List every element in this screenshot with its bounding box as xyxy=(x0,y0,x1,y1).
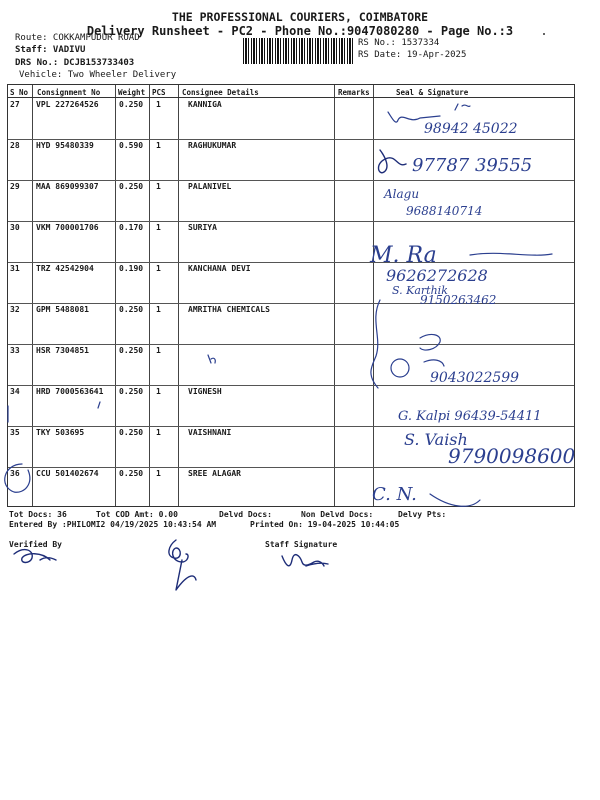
table-row xyxy=(8,139,574,180)
handwritten-name-34: G. Kalpi 96439-54411 xyxy=(398,409,542,424)
table-row xyxy=(8,426,574,467)
cell-consignment: MAA 869099307 xyxy=(36,182,99,191)
cell-sno: 30 xyxy=(10,223,20,232)
total-docs: Tot Docs: 36 xyxy=(9,510,67,519)
col-header-sno: S No xyxy=(10,88,29,97)
cell-sno: 28 xyxy=(10,141,20,150)
cell-consignee: SREE ALAGAR xyxy=(188,469,241,478)
cell-pcs: 1 xyxy=(156,223,161,232)
cell-consignment: TRZ 42542904 xyxy=(36,264,94,273)
cell-pcs: 1 xyxy=(156,141,161,150)
staff-signature xyxy=(282,555,328,566)
handwritten-name-31: S. Karthik xyxy=(392,284,448,297)
cell-sno: 35 xyxy=(10,428,20,437)
barcode xyxy=(243,38,353,64)
printed-on: Printed On: 19-04-2025 10:44:05 xyxy=(250,520,400,529)
table-row xyxy=(8,180,574,221)
rs-number: RS No.: 1537334 xyxy=(358,38,440,48)
non-delivered-docs: Non Delvd Docs: xyxy=(301,510,374,519)
col-header-signature: Seal & Signature xyxy=(396,88,469,97)
cell-weight: 0.250 xyxy=(119,305,144,314)
cell-weight: 0.250 xyxy=(119,387,144,396)
staff-label: Staff: VADIVU xyxy=(15,45,86,55)
col-header-remarks: Remarks xyxy=(338,88,370,97)
cell-pcs: 1 xyxy=(156,182,161,191)
route-label: Route: COKKAMPUDUR ROAD xyxy=(15,33,140,43)
handwritten-phone-27: 98942 45022 xyxy=(424,121,518,137)
col-header-consignee: Consignee Details xyxy=(182,88,259,97)
table-row xyxy=(8,98,574,139)
verifier-signature xyxy=(169,540,196,590)
handwritten-phone-28: 97787 39555 xyxy=(412,155,533,176)
delivered-docs: Delvd Docs: xyxy=(219,510,272,519)
cell-sno: 36 xyxy=(10,469,20,478)
cell-consignment: GPM 5488081 xyxy=(36,305,89,314)
col-header-pcs: PCS xyxy=(152,88,166,97)
cell-pcs: 1 xyxy=(156,264,161,273)
cell-sno: 31 xyxy=(10,264,20,273)
runsheet-title: Delivery Runsheet - PC2 - Phone No.:9047080280 - Page No.:3 xyxy=(86,24,514,38)
cell-consignee: VAISHNANI xyxy=(188,428,232,437)
cell-consignment: VPL 227264526 xyxy=(36,100,99,109)
handwritten-signature-36: C. N. xyxy=(372,484,417,505)
col-header-consignment: Consignment No xyxy=(37,88,101,97)
table-row xyxy=(8,221,574,262)
cell-pcs: 1 xyxy=(156,100,161,109)
handwritten-phone-31: 9626272628 xyxy=(386,266,488,285)
delivery-points: Delvy Pts: xyxy=(398,510,447,519)
handwritten-phone-33: 9043022599 xyxy=(430,370,520,386)
cell-consignee: SURIYA xyxy=(188,223,217,232)
cod-amount: Tot COD Amt: 0.00 xyxy=(96,510,178,519)
cell-weight: 0.590 xyxy=(119,141,144,150)
cell-weight: 0.170 xyxy=(119,223,144,232)
handwritten-phone-35: 9790098600 xyxy=(448,444,576,468)
cell-pcs: 1 xyxy=(156,428,161,437)
cell-sno: 33 xyxy=(10,346,20,355)
cell-sno: 34 xyxy=(10,387,20,396)
cell-consignment: HRD 7000563641 xyxy=(36,387,104,396)
company-title: THE PROFESSIONAL COURIERS, COIMBATORE xyxy=(171,10,429,24)
cell-consignee: RAGHUKUMAR xyxy=(188,141,237,150)
cell-consignee: PALANIVEL xyxy=(188,182,232,191)
rs-date: RS Date: 19-Apr-2025 xyxy=(358,50,467,60)
cell-weight: 0.250 xyxy=(119,346,144,355)
cell-weight: 0.190 xyxy=(119,264,144,273)
col-header-weight: Weight xyxy=(118,88,146,97)
entered-by: Entered By :PHILOMI2 04/19/2025 10:43:54 AM xyxy=(9,520,217,529)
staff-signature-label: Staff Signature xyxy=(265,540,338,549)
cell-consignee: VIGNESH xyxy=(188,387,222,396)
cell-pcs: 1 xyxy=(156,305,161,314)
verified-by-label: Verified By xyxy=(9,540,62,549)
scan-dot xyxy=(543,33,545,35)
cell-consignee: AMRITHA CHEMICALS xyxy=(188,305,270,314)
handwritten-phone-29: 9688140714 xyxy=(406,204,483,218)
cell-consignment: CCU 501402674 xyxy=(36,469,99,478)
cell-weight: 0.250 xyxy=(119,469,144,478)
cell-consignee: KANCHANA DEVI xyxy=(188,264,251,273)
cell-sno: 32 xyxy=(10,305,20,314)
cell-pcs: 1 xyxy=(156,346,161,355)
runsheet-table xyxy=(7,84,575,507)
table-row xyxy=(8,344,574,385)
cell-pcs: 1 xyxy=(156,387,161,396)
cell-consignment: TKY 503695 xyxy=(36,428,85,437)
handwritten-name-29: Alagu xyxy=(384,187,420,201)
cell-consignment: HSR 7304851 xyxy=(36,346,89,355)
cell-weight: 0.250 xyxy=(119,182,144,191)
table-row xyxy=(8,385,574,426)
cell-sno: 29 xyxy=(10,182,20,191)
handwritten-phone-31b: 9150263462 xyxy=(420,293,497,307)
handwritten-name-35: S. Vaish xyxy=(404,430,468,449)
table-row xyxy=(8,303,574,344)
vehicle-label: Vehicle: Two Wheeler Delivery xyxy=(19,70,177,80)
cell-consignee: KANNIGA xyxy=(188,100,222,109)
verified-by-signature xyxy=(14,550,56,563)
cell-consignment: VKM 700001706 xyxy=(36,223,99,232)
drs-number: DRS No.: DCJB153733403 xyxy=(15,58,135,68)
cell-sno: 27 xyxy=(10,100,20,109)
cell-weight: 0.250 xyxy=(119,100,144,109)
cell-pcs: 1 xyxy=(156,469,161,478)
handwritten-signature-30: M. Ra xyxy=(370,243,437,268)
table-row xyxy=(8,467,574,508)
table-row xyxy=(8,262,574,303)
cell-weight: 0.250 xyxy=(119,428,144,437)
cell-consignment: HYD 95480339 xyxy=(36,141,94,150)
